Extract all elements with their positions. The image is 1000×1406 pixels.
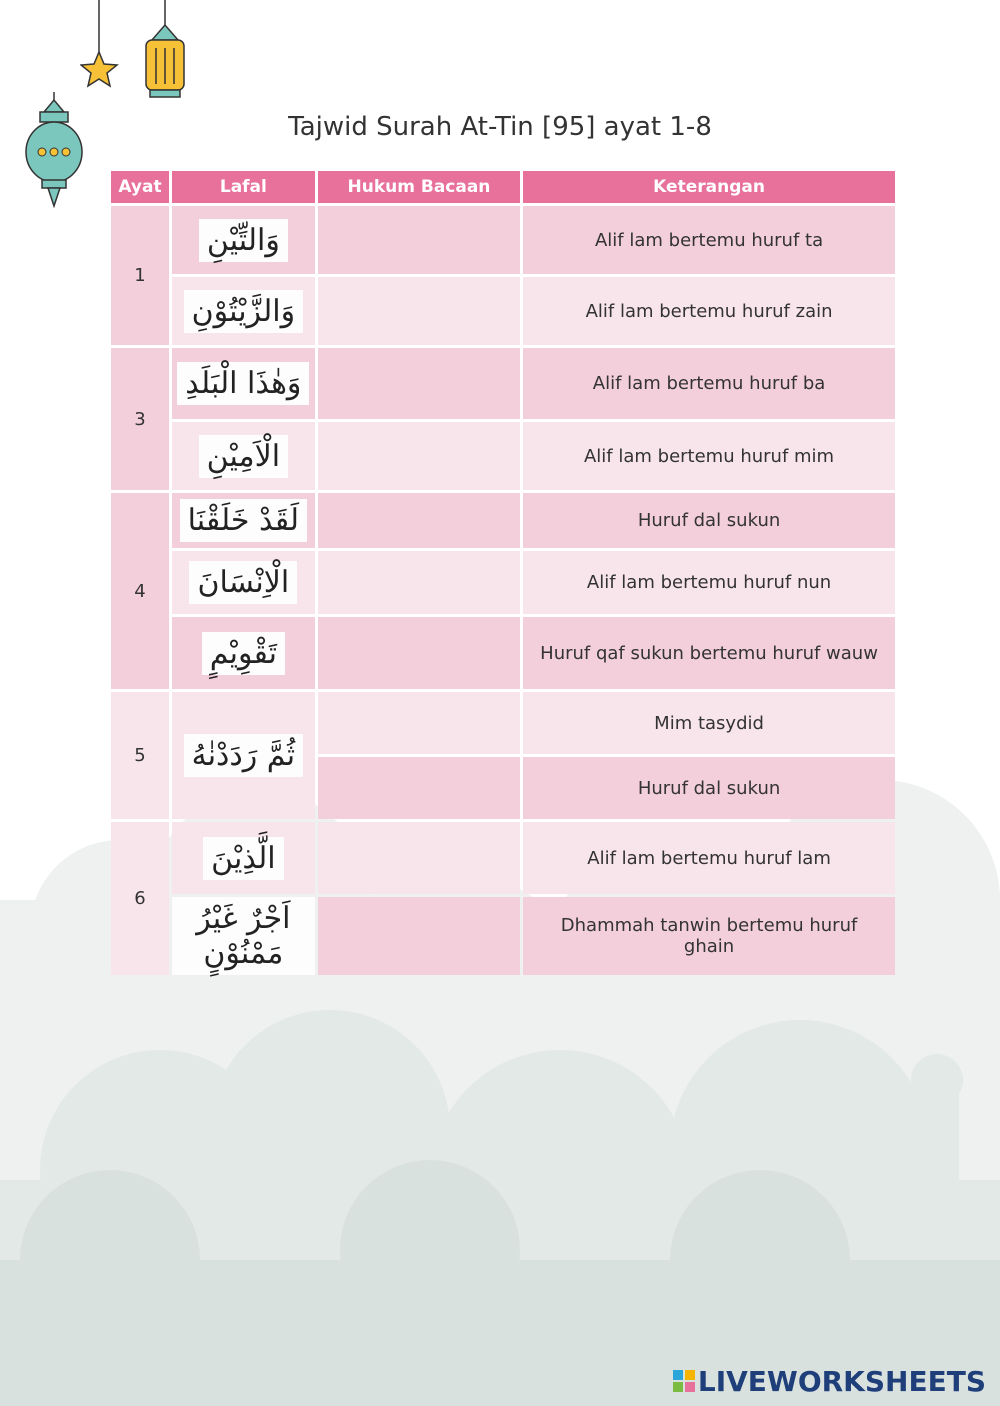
table-row — [111, 206, 895, 274]
lafal-cell — [172, 822, 315, 894]
keterangan-cell: Huruf dal sukun — [523, 493, 895, 548]
logo-text: LIVEWORKSHEETS — [697, 1364, 986, 1398]
table-row — [111, 348, 895, 419]
table-row — [111, 551, 895, 614]
hukum-bacaan-input[interactable] — [318, 493, 520, 548]
keterangan-cell: Dhammah tanwin bertemu huruf ghain — [523, 897, 895, 975]
tajwid-table — [108, 168, 898, 978]
keterangan-cell: Alif lam bertemu huruf zain — [523, 277, 895, 345]
lafal-cell — [172, 551, 315, 614]
liveworksheets-logo-icon — [673, 1370, 695, 1392]
star-ornament-icon — [81, 52, 117, 86]
table-row — [111, 617, 895, 689]
keterangan-cell: Huruf dal sukun — [523, 757, 895, 819]
table-row — [111, 897, 895, 975]
page-title: Tajwid Surah At-Tin [95] ayat 1-8 — [288, 112, 712, 142]
arabic-word: وَالتِّيْنِ — [199, 219, 288, 262]
hukum-bacaan-input[interactable] — [318, 206, 520, 274]
table-header-row — [111, 171, 895, 203]
lafal-cell — [172, 422, 315, 490]
header-ayat: Ayat — [111, 171, 169, 203]
liveworksheets-logo — [673, 1366, 986, 1396]
arabic-word: اَجْرٌ غَيْرُ مَمْنُوْنٍ — [172, 897, 315, 975]
keterangan-cell: Mim tasydid — [523, 692, 895, 754]
table-row — [111, 277, 895, 345]
lafal-cell — [172, 493, 315, 548]
lafal-cell — [172, 897, 315, 975]
ayat-number: 5 — [111, 692, 169, 819]
hukum-bacaan-input[interactable] — [318, 277, 520, 345]
ayat-number: 6 — [111, 822, 169, 975]
hukum-bacaan-input[interactable] — [318, 822, 520, 894]
lantern-icon — [146, 25, 184, 97]
arabic-word: الْاَمِيْنِ — [199, 435, 288, 478]
keterangan-cell: Alif lam bertemu huruf lam — [523, 822, 895, 894]
lantern-icon — [22, 92, 86, 210]
hukum-bacaan-input[interactable] — [318, 348, 520, 419]
hukum-bacaan-input[interactable] — [318, 757, 520, 819]
header-lafal: Lafal — [172, 171, 315, 203]
lafal-cell — [172, 617, 315, 689]
arabic-word: تَقْوِيْمٍ — [202, 632, 285, 675]
hukum-bacaan-input[interactable] — [318, 551, 520, 614]
lafal-cell — [172, 277, 315, 345]
header-keterangan: Keterangan — [523, 171, 895, 203]
lafal-cell — [172, 206, 315, 274]
table-row — [111, 692, 895, 754]
arabic-word: الَّذِيْنَ — [203, 837, 283, 880]
lafal-cell — [172, 348, 315, 419]
header-hukum-bacaan: Hukum Bacaan — [318, 171, 520, 203]
arabic-word: وَالزَّيْتُوْنِ — [184, 290, 303, 333]
keterangan-cell: Huruf qaf sukun bertemu huruf wauw — [523, 617, 895, 689]
keterangan-cell: Alif lam bertemu huruf nun — [523, 551, 895, 614]
hukum-bacaan-input[interactable] — [318, 897, 520, 975]
table-row — [111, 822, 895, 894]
lafal-cell — [172, 692, 315, 819]
arabic-word: الْاِنْسَانَ — [189, 561, 297, 604]
table-row — [111, 422, 895, 490]
hukum-bacaan-input[interactable] — [318, 617, 520, 689]
arabic-word: لَقَدْ خَلَقْنَا — [180, 499, 307, 542]
keterangan-cell: Alif lam bertemu huruf mim — [523, 422, 895, 490]
hukum-bacaan-input[interactable] — [318, 422, 520, 490]
ayat-number: 1 — [111, 206, 169, 345]
arabic-word: ثُمَّ رَدَدْنٰهُ — [184, 734, 304, 777]
ayat-number: 3 — [111, 348, 169, 490]
keterangan-cell: Alif lam bertemu huruf ta — [523, 206, 895, 274]
table-row — [111, 493, 895, 548]
ayat-number: 4 — [111, 493, 169, 689]
arabic-word: وَهٰذَا الْبَلَدِ — [177, 362, 309, 405]
hukum-bacaan-input[interactable] — [318, 692, 520, 754]
keterangan-cell: Alif lam bertemu huruf ba — [523, 348, 895, 419]
